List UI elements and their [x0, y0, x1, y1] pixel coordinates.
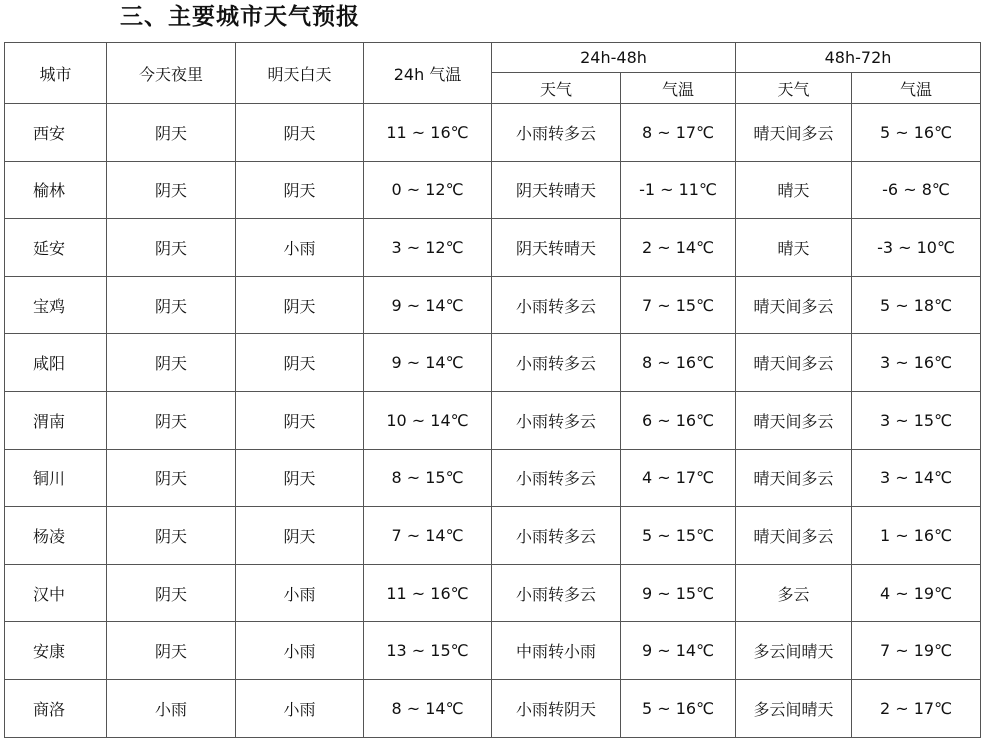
- temp-24h-cell: 0 ~ 12℃: [364, 161, 492, 219]
- weather-48-72h-cell: 晴天: [736, 219, 852, 277]
- weather-24-48h-cell: 阴天转晴天: [492, 219, 621, 277]
- temp-24-48h-cell: 5 ~ 15℃: [621, 507, 736, 565]
- table-row: [5, 449, 981, 507]
- city-cell: 商洛: [5, 679, 107, 737]
- tomorrow-day-weather-cell: 阴天: [236, 161, 364, 219]
- tomorrow-day-weather-cell: 阴天: [236, 276, 364, 334]
- table-row: [5, 679, 981, 737]
- header-tonight: 今天夜里: [107, 43, 236, 104]
- forecast-table: [4, 42, 981, 738]
- weather-48-72h-cell: 晴天间多云: [736, 276, 852, 334]
- temp-48-72h-cell: 5 ~ 16℃: [852, 104, 981, 162]
- table-row: [5, 219, 981, 277]
- table-body: [5, 104, 981, 738]
- weather-48-72h-cell: 晴天: [736, 161, 852, 219]
- weather-24-48h-cell: 小雨转多云: [492, 276, 621, 334]
- city-cell: 榆林: [5, 161, 107, 219]
- table-row: [5, 104, 981, 162]
- tonight-weather-cell: 阴天: [107, 622, 236, 680]
- temp-24h-cell: 7 ~ 14℃: [364, 507, 492, 565]
- tonight-weather-cell: 阴天: [107, 219, 236, 277]
- header-temp-48-72h: 气温: [852, 73, 981, 104]
- weather-48-72h-cell: 多云: [736, 564, 852, 622]
- header-tomorrow-day: 明天白天: [236, 43, 364, 104]
- table-row: [5, 564, 981, 622]
- tonight-weather-cell: 阴天: [107, 391, 236, 449]
- weather-24-48h-cell: 中雨转小雨: [492, 622, 621, 680]
- tonight-weather-cell: 阴天: [107, 104, 236, 162]
- tomorrow-day-weather-cell: 小雨: [236, 219, 364, 277]
- tonight-weather-cell: 阴天: [107, 276, 236, 334]
- header-group-48-72h: 48h-72h: [736, 43, 981, 73]
- tomorrow-day-weather-cell: 阴天: [236, 334, 364, 392]
- city-cell: 铜川: [5, 449, 107, 507]
- header-temp-24-48h: 气温: [621, 73, 736, 104]
- table-row: [5, 622, 981, 680]
- tonight-weather-cell: 阴天: [107, 564, 236, 622]
- temp-24-48h-cell: 8 ~ 16℃: [621, 334, 736, 392]
- temp-24h-cell: 8 ~ 14℃: [364, 679, 492, 737]
- weather-24-48h-cell: 小雨转多云: [492, 507, 621, 565]
- page-title: 三、主要城市天气预报: [120, 4, 360, 30]
- table-row: [5, 391, 981, 449]
- temp-24h-cell: 11 ~ 16℃: [364, 104, 492, 162]
- city-cell: 渭南: [5, 391, 107, 449]
- temp-24-48h-cell: 2 ~ 14℃: [621, 219, 736, 277]
- weather-48-72h-cell: 晴天间多云: [736, 104, 852, 162]
- tonight-weather-cell: 阴天: [107, 161, 236, 219]
- weather-24-48h-cell: 小雨转多云: [492, 449, 621, 507]
- temp-24h-cell: 3 ~ 12℃: [364, 219, 492, 277]
- tonight-weather-cell: 阴天: [107, 507, 236, 565]
- header-weather-24-48h: 天气: [492, 73, 621, 104]
- tomorrow-day-weather-cell: 小雨: [236, 564, 364, 622]
- temp-24-48h-cell: 9 ~ 14℃: [621, 622, 736, 680]
- table-row: [5, 276, 981, 334]
- city-cell: 宝鸡: [5, 276, 107, 334]
- city-cell: 安康: [5, 622, 107, 680]
- city-cell: 延安: [5, 219, 107, 277]
- weather-24-48h-cell: 小雨转多云: [492, 334, 621, 392]
- weather-24-48h-cell: 小雨转多云: [492, 391, 621, 449]
- temp-24-48h-cell: 7 ~ 15℃: [621, 276, 736, 334]
- header-temp-24h: 24h 气温: [364, 43, 492, 104]
- temp-24-48h-cell: 6 ~ 16℃: [621, 391, 736, 449]
- temp-24-48h-cell: 5 ~ 16℃: [621, 679, 736, 737]
- table-header: [5, 43, 981, 104]
- temp-24-48h-cell: 4 ~ 17℃: [621, 449, 736, 507]
- tonight-weather-cell: 阴天: [107, 334, 236, 392]
- tonight-weather-cell: 阴天: [107, 449, 236, 507]
- weather-48-72h-cell: 晴天间多云: [736, 334, 852, 392]
- temp-24h-cell: 9 ~ 14℃: [364, 276, 492, 334]
- temp-24h-cell: 11 ~ 16℃: [364, 564, 492, 622]
- weather-48-72h-cell: 多云间晴天: [736, 679, 852, 737]
- tomorrow-day-weather-cell: 阴天: [236, 391, 364, 449]
- temp-48-72h-cell: 2 ~ 17℃: [852, 679, 981, 737]
- table-row: [5, 161, 981, 219]
- table-row: [5, 334, 981, 392]
- city-cell: 杨凌: [5, 507, 107, 565]
- temp-24h-cell: 8 ~ 15℃: [364, 449, 492, 507]
- temp-48-72h-cell: 7 ~ 19℃: [852, 622, 981, 680]
- temp-24h-cell: 9 ~ 14℃: [364, 334, 492, 392]
- tomorrow-day-weather-cell: 阴天: [236, 104, 364, 162]
- temp-48-72h-cell: 3 ~ 16℃: [852, 334, 981, 392]
- temp-48-72h-cell: 5 ~ 18℃: [852, 276, 981, 334]
- tonight-weather-cell: 小雨: [107, 679, 236, 737]
- tomorrow-day-weather-cell: 小雨: [236, 622, 364, 680]
- city-cell: 西安: [5, 104, 107, 162]
- weather-24-48h-cell: 阴天转晴天: [492, 161, 621, 219]
- tomorrow-day-weather-cell: 小雨: [236, 679, 364, 737]
- weather-48-72h-cell: 晴天间多云: [736, 449, 852, 507]
- temp-48-72h-cell: 3 ~ 15℃: [852, 391, 981, 449]
- header-city: 城市: [5, 43, 107, 104]
- temp-24-48h-cell: -1 ~ 11℃: [621, 161, 736, 219]
- weather-24-48h-cell: 小雨转阴天: [492, 679, 621, 737]
- temp-48-72h-cell: -6 ~ 8℃: [852, 161, 981, 219]
- header-weather-48-72h: 天气: [736, 73, 852, 104]
- weather-48-72h-cell: 多云间晴天: [736, 622, 852, 680]
- temp-48-72h-cell: 3 ~ 14℃: [852, 449, 981, 507]
- tomorrow-day-weather-cell: 阴天: [236, 507, 364, 565]
- temp-24h-cell: 13 ~ 15℃: [364, 622, 492, 680]
- city-cell: 咸阳: [5, 334, 107, 392]
- temp-48-72h-cell: 4 ~ 19℃: [852, 564, 981, 622]
- tomorrow-day-weather-cell: 阴天: [236, 449, 364, 507]
- city-cell: 汉中: [5, 564, 107, 622]
- temp-48-72h-cell: 1 ~ 16℃: [852, 507, 981, 565]
- weather-24-48h-cell: 小雨转多云: [492, 104, 621, 162]
- weather-48-72h-cell: 晴天间多云: [736, 391, 852, 449]
- temp-24-48h-cell: 8 ~ 17℃: [621, 104, 736, 162]
- header-group-24-48h: 24h-48h: [492, 43, 736, 73]
- temp-24-48h-cell: 9 ~ 15℃: [621, 564, 736, 622]
- temp-48-72h-cell: -3 ~ 10℃: [852, 219, 981, 277]
- temp-24h-cell: 10 ~ 14℃: [364, 391, 492, 449]
- weather-24-48h-cell: 小雨转多云: [492, 564, 621, 622]
- header-row-top: [5, 43, 981, 73]
- weather-48-72h-cell: 晴天间多云: [736, 507, 852, 565]
- table-row: [5, 507, 981, 565]
